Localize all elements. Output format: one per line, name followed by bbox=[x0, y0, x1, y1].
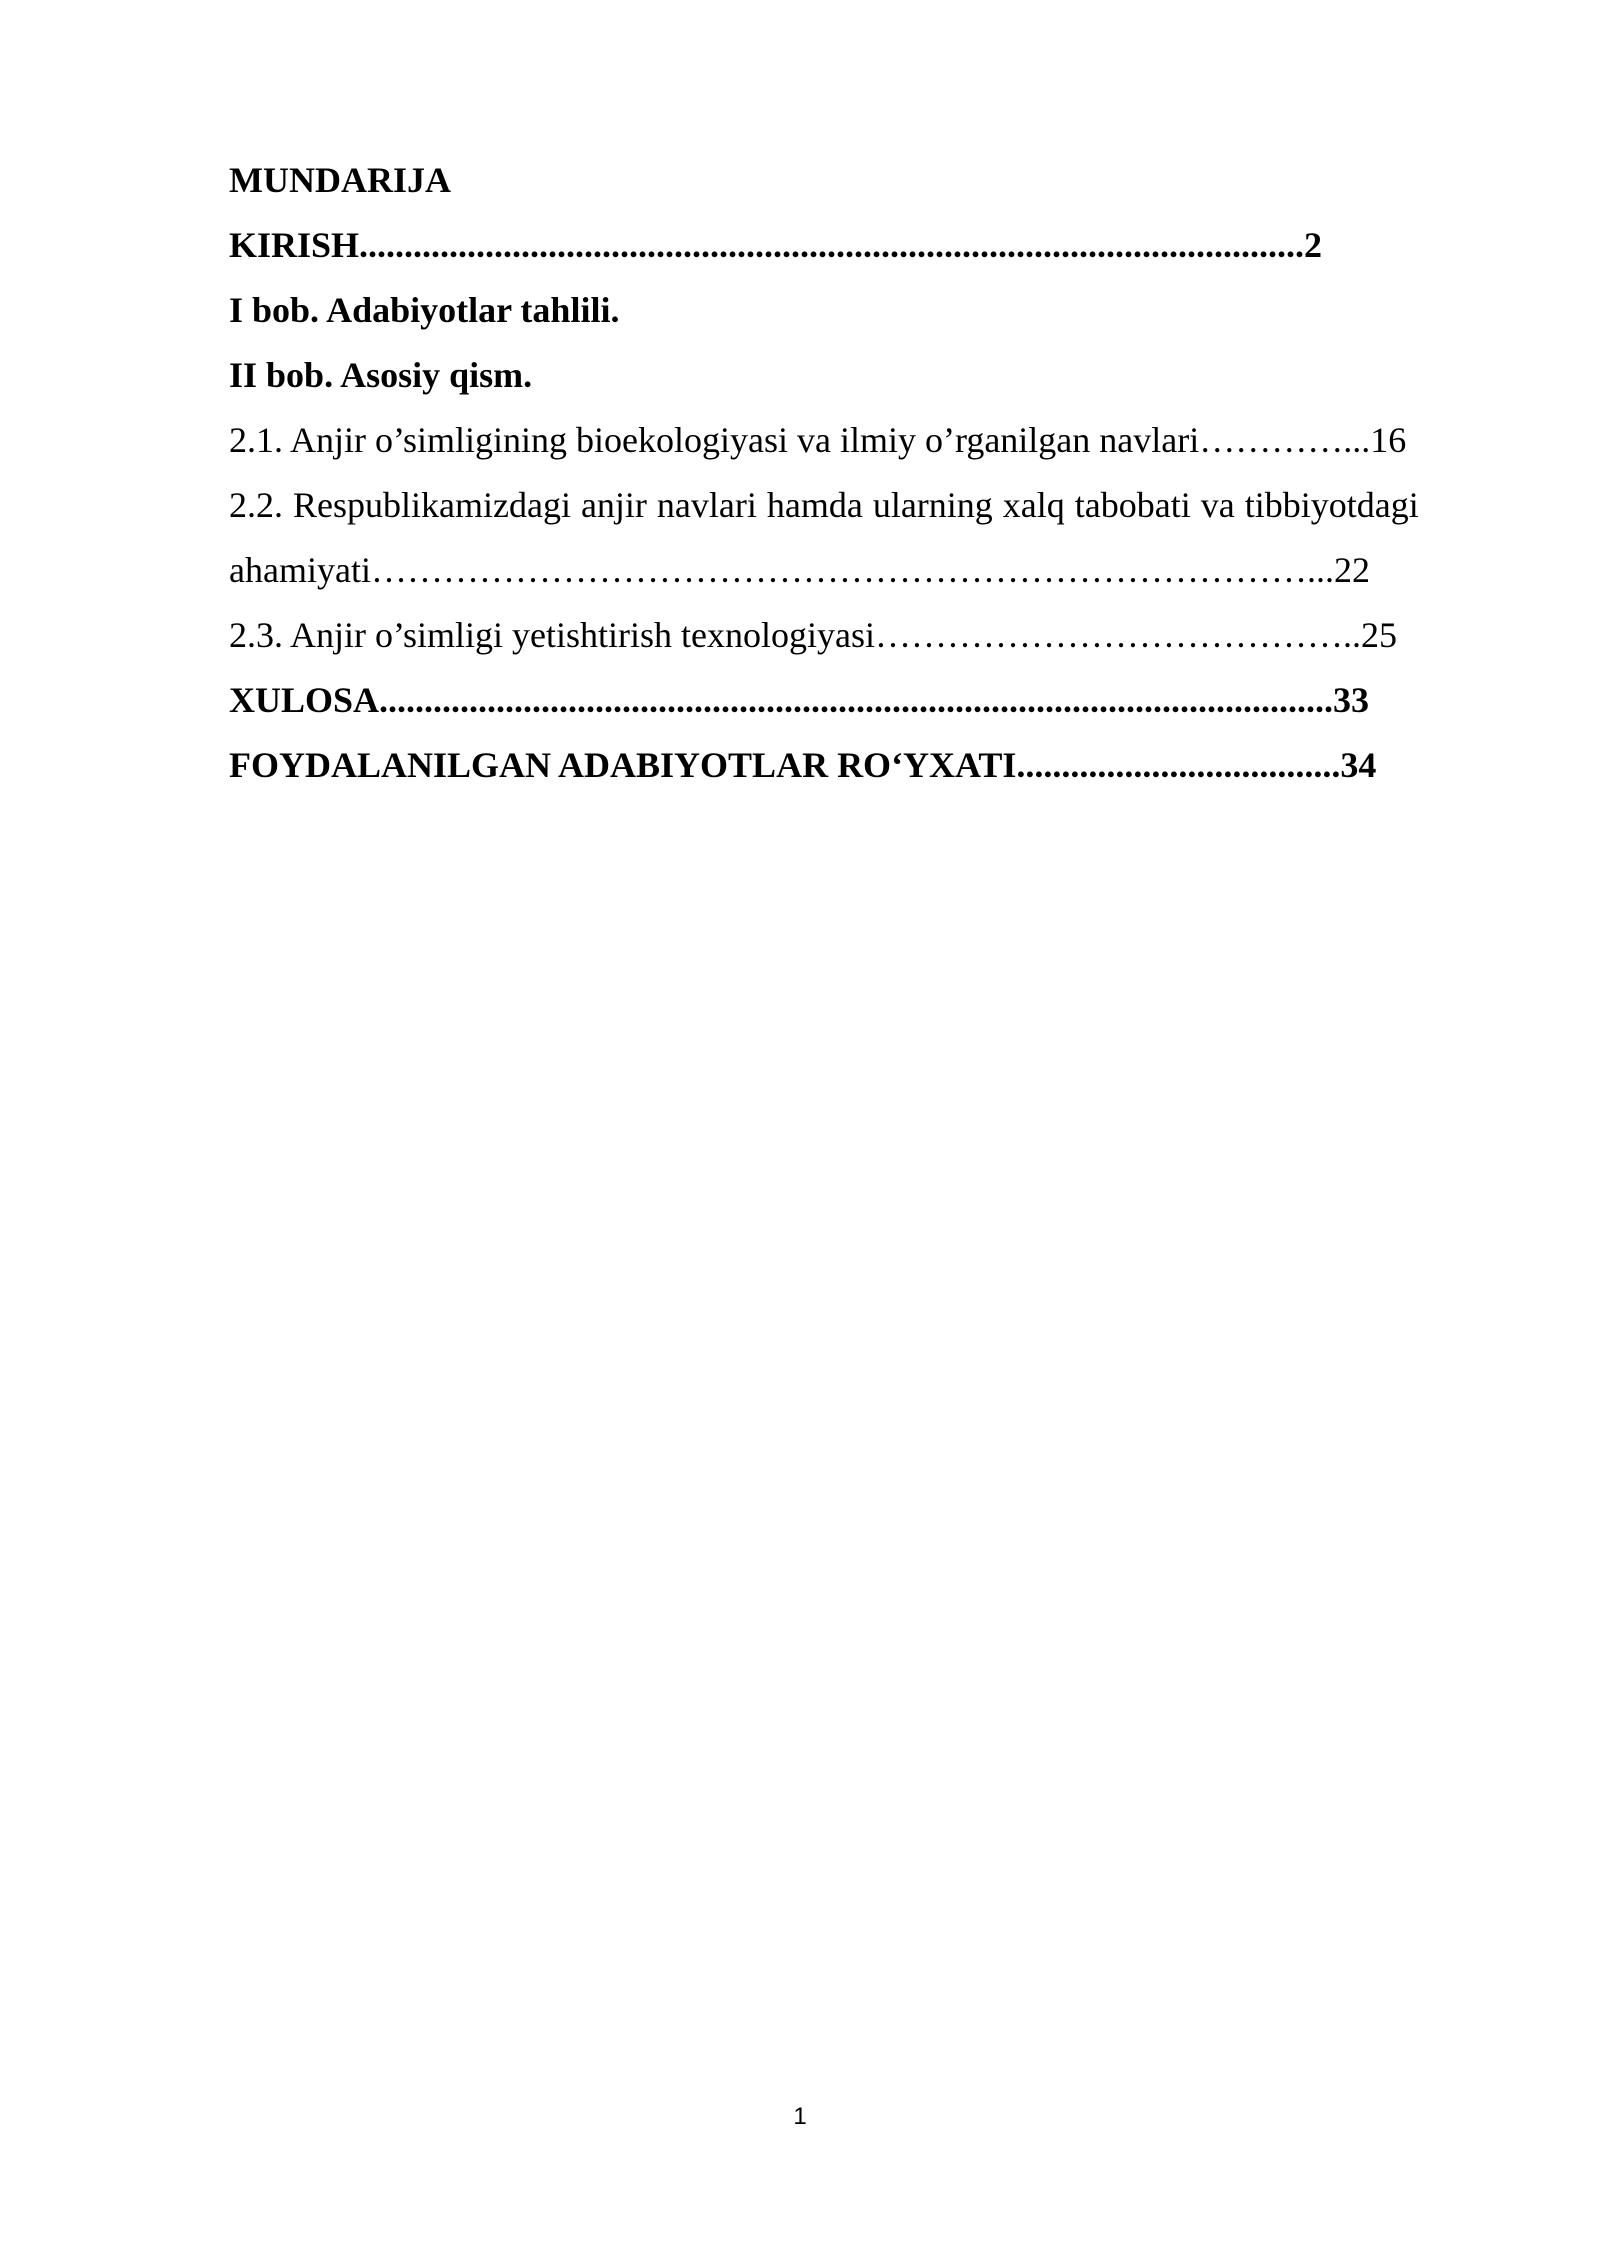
toc-entry-chapter-2: II bob. Asosiy qism. bbox=[229, 355, 533, 395]
toc-entry-chapter-1: I bob. Adabiyotlar tahlili. bbox=[229, 290, 620, 330]
toc-entry-references: FOYDALANILGAN ADABIYOTLAR RO‘YXATI....................................34 bbox=[229, 745, 1377, 785]
toc-entry-kirish: KIRISH.........................................................................................................2 bbox=[229, 225, 1323, 265]
toc-entry-2-2: 2.2. Respublikamizdagi anjir navlari hamda ularning xalq tabobati va tibbiyotdagi bbox=[229, 485, 1419, 525]
toc-entry-2-1: 2.1. Anjir o’simligining bioekologiyasi va ilmiy o’rganilgan navlari…………...16 bbox=[229, 420, 1407, 460]
toc-entry-2-2-continuation: ahamiyati……………………………………………………………………...22 bbox=[229, 550, 1370, 590]
page-number: 1 bbox=[793, 2103, 807, 2130]
toc-heading: MUNDARIJA bbox=[229, 160, 451, 200]
toc-entry-xulosa: XULOSA..........................................................................................................33 bbox=[229, 680, 1370, 720]
table-of-contents bbox=[229, 148, 1489, 798]
toc-entry-2-3: 2.3. Anjir o’simligi yetishtirish texnologiyasi…………………………………..25 bbox=[229, 615, 1397, 655]
